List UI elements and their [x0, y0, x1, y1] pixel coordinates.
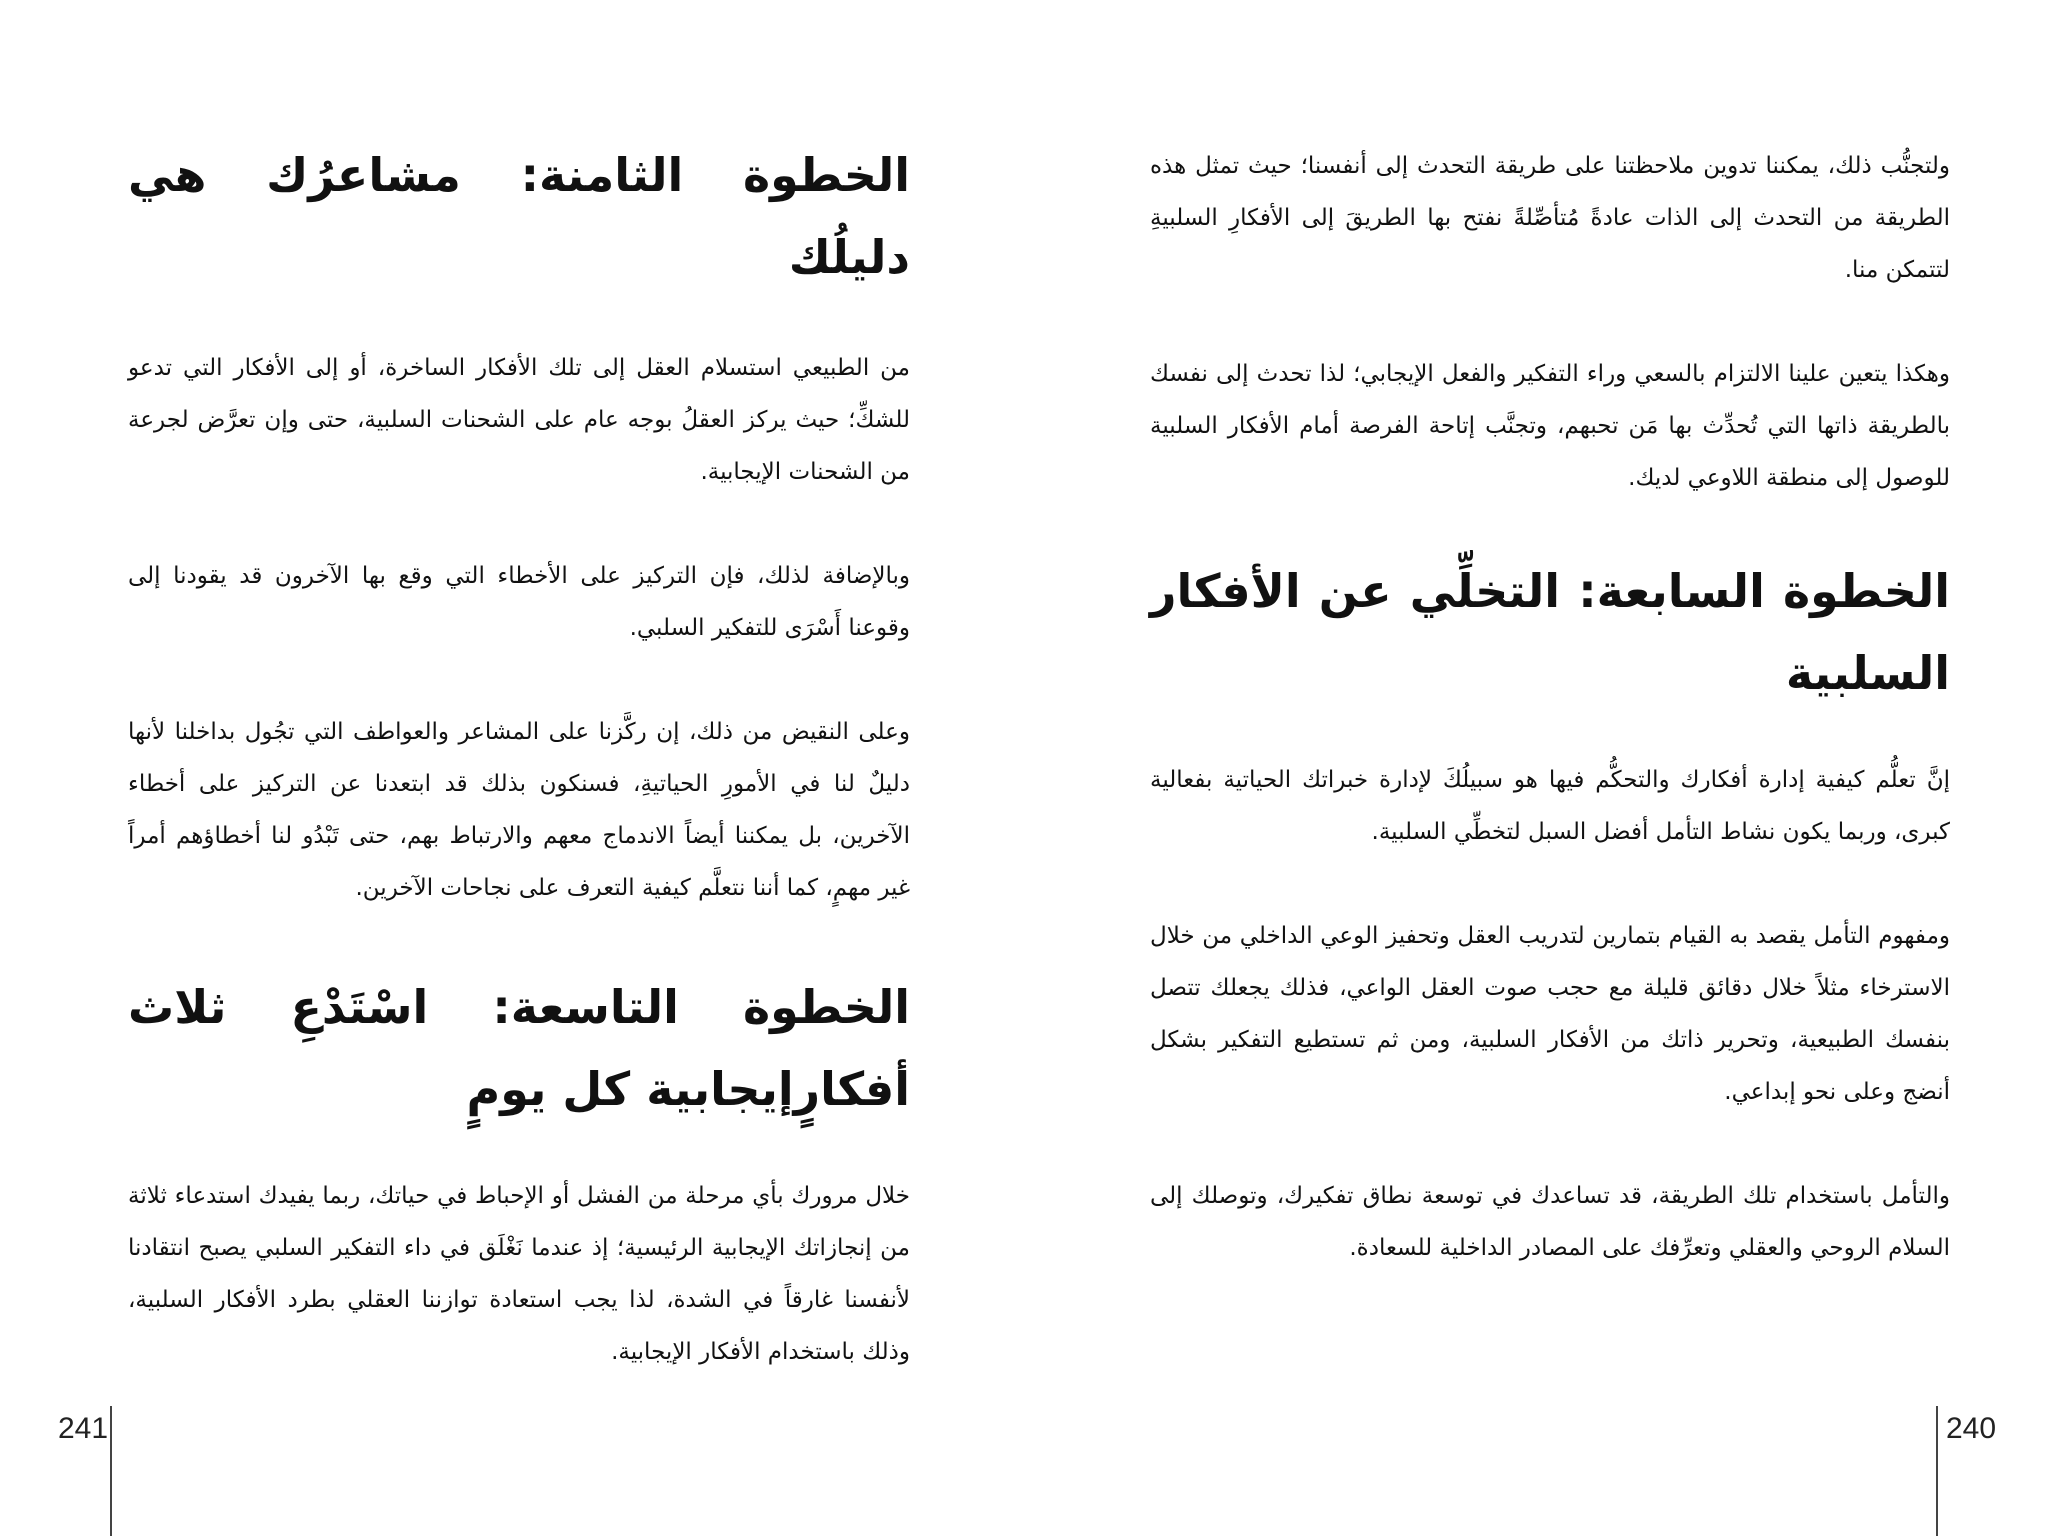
paragraph: ومفهوم التأمل يقصد به القيام بتمارين لتدريب العقل وتحفيز الوعي الداخلي من خلال الاسترخاء مثلاً خلال دقائق قليلة مع حجب صوت العقل الواعي، فذلك يجعلك تتصل بنفسك الطبيعية، وتحرير ذاتك من الأفكار السلبية، ومن ثم تستطيع التفكير بشكل أنضج وعلى نحو إبداعي. [1150, 923, 1950, 1105]
paragraph: وبالإضافة لذلك، فإن التركيز على الأخطاء التي وقع بها الآخرون قد يقودنا إلى وقوعنا أَسْرَى للتفكير السلبي. [128, 563, 910, 641]
paragraph: من الطبيعي استسلام العقل إلى تلك الأفكار الساخرة، أو إلى الأفكار التي تدعو للشكِّ؛ حيث يركز العقلُ بوجه عام على الشحنات السلبية، حتى وإن تعرَّض لجرعة من الشحنات الإيجابية. [128, 355, 910, 485]
page-number-divider [110, 1406, 112, 1536]
paragraph: والتأمل باستخدام تلك الطريقة، قد تساعدك في توسعة نطاق تفكيرك، وتوصلك إلى السلام الروحي والعقلي وتعرِّفك على المصادر الداخلية للسعادة. [1150, 1183, 1950, 1261]
paragraph: ولتجنُّب ذلك، يمكننا تدوين ملاحظتنا على طريقة التحدث إلى أنفسنا؛ حيث تمثل هذه الطريقة من التحدث إلى الذات عادةً مُتأصِّلةً نفتح بها الطريقَ إلى الأفكارِ السلبيةِ لتتمكن منا. [1150, 153, 1950, 283]
paragraph: وعلى النقيض من ذلك، إن ركَّزنا على المشاعر والعواطف التي تجُول بداخلنا لأنها دليلٌ لنا في الأمورِ الحياتيةِ، فسنكون بذلك قد ابتعدنا عن التركيز على أخطاء الآخرين، بل يمكننا أيضاً الاندماج معهم والارتباط بهم، حتى تَبْدُو لنا أخطاؤهم أمراً غير مهمٍ، كما أننا نتعلَّم كيفية التعرف على نجاحات الآخرين. [128, 719, 910, 901]
page-number: 240 [1946, 1412, 1997, 1445]
left-page-text-column [128, 140, 910, 1430]
right-page [1024, 0, 2048, 1536]
heading-step-seven: الخطوة السابعة: التخلِّي عن الأفكار السلبية [1150, 564, 1950, 700]
right-page-text-column [1150, 140, 1950, 1326]
paragraph: خلال مرورك بأي مرحلة من الفشل أو الإحباط في حياتك، ربما يفيدك استدعاء ثلاثة من إنجازاتك الإيجابية الرئيسية؛ إذ عندما نَغْلَق في داء التفكير السلبي يصبح انتقادنا لأنفسنا غارقاً في الشدة، لذا يجب استعادة توازننا العقلي بطرد الأفكار السلبية، وذلك باستخدام الأفكار الإيجابية. [128, 1183, 910, 1365]
heading-step-eight: الخطوة الثامنة: مشاعرُك هي دليلُك [128, 148, 910, 284]
page-number: 241 [58, 1412, 109, 1445]
paragraph: وهكذا يتعين علينا الالتزام بالسعي وراء التفكير والفعل الإيجابي؛ لذا تحدث إلى نفسك بالطريقة ذاتها التي تُحدِّث بها مَن تحبهم، وتجنَّب إتاحة الفرصة أمام الأفكار السلبية للوصول إلى منطقة اللاوعي لديك. [1150, 361, 1950, 491]
paragraph: إنَّ تعلُّم كيفية إدارة أفكارك والتحكُّم فيها هو سبيلُكَ لإدارة خبراتك الحياتية بفعالية كبرى، وربما يكون نشاط التأمل أفضل السبل لتخطِّي السلبية. [1150, 767, 1950, 845]
page-number-divider [1936, 1406, 1938, 1536]
heading-step-nine: الخطوة التاسعة: اسْتَدْعِ ثلاث أفكارٍإيجابية كل يومٍ [128, 980, 910, 1116]
